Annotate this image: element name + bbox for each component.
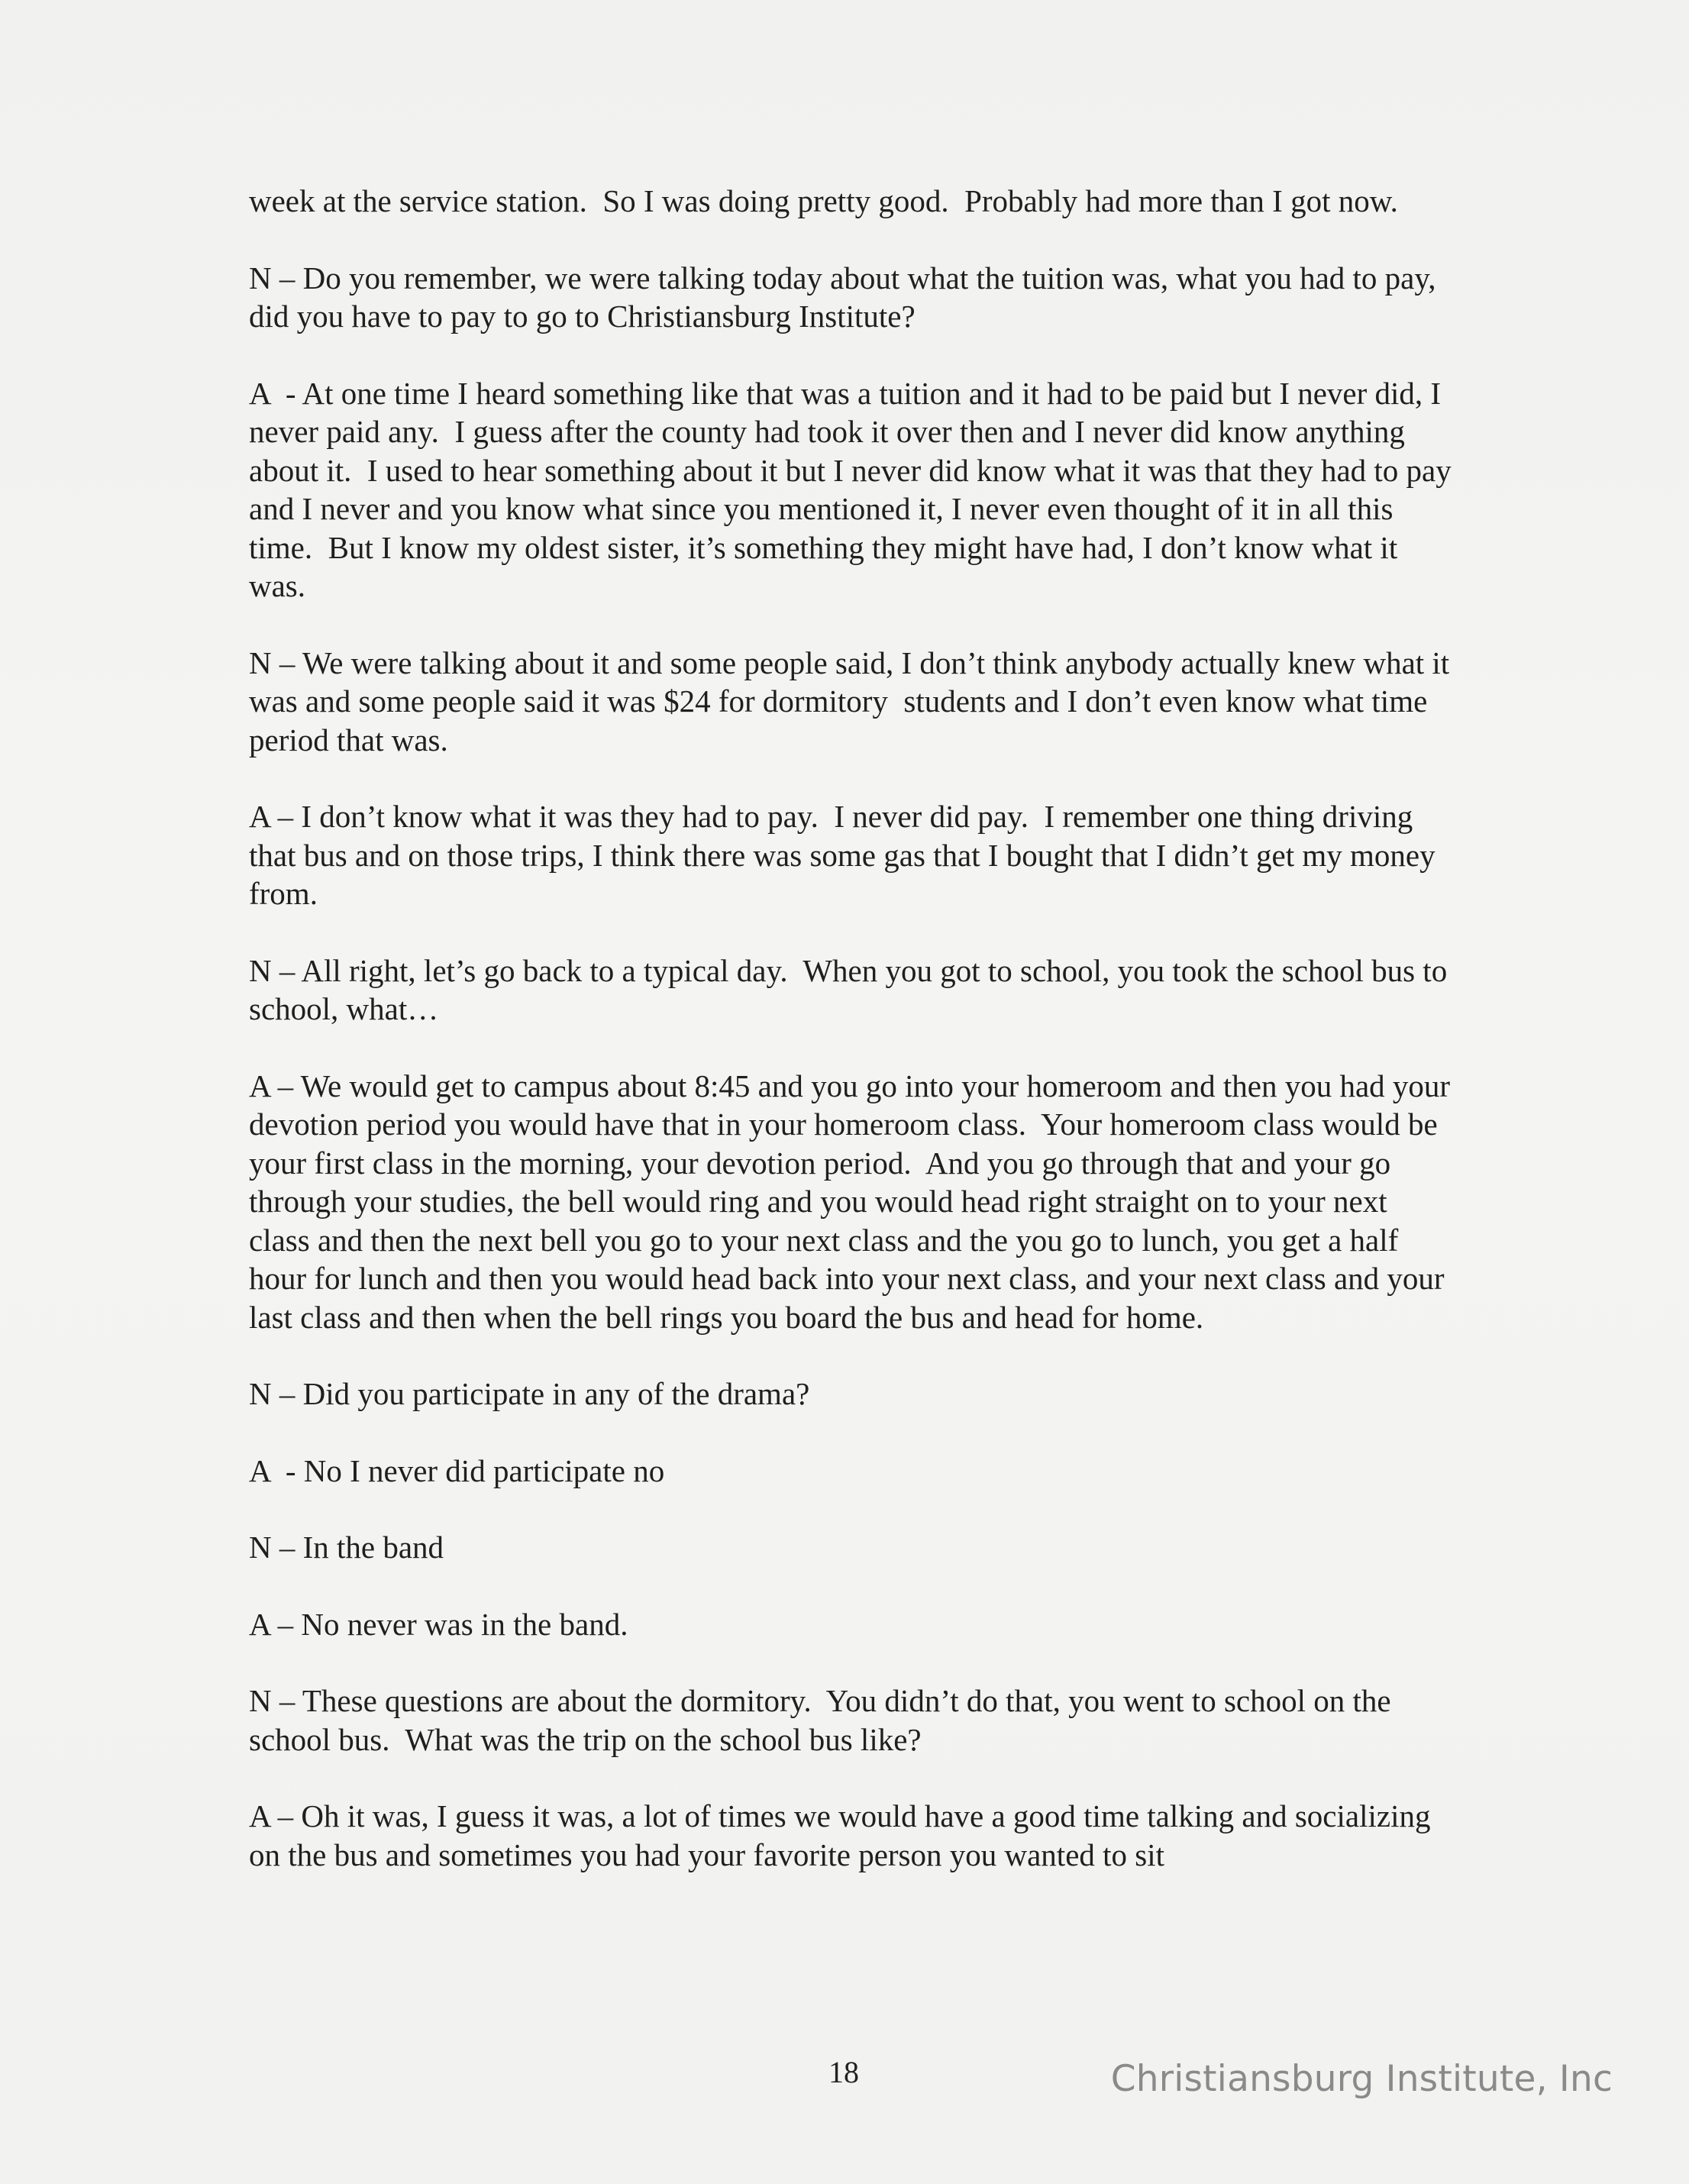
paragraph-continuation: week at the service station. So I was doing pretty good. Probably had more than I got now.: [249, 183, 1398, 218]
paragraph-answer-pay: A – I don’t know what it was they had to pay. I never did pay. I remember one thing driving that bus and on those trips, I think there was some gas that I bought that I didn’t get my money from.: [249, 799, 1443, 911]
paragraph-question-drama: N – Did you participate in any of the drama?: [249, 1376, 810, 1411]
paragraph-answer-tuition: A - At one time I heard something like that was a tuition and it had to be paid but I never did, I never paid any. I guess after the county had took it over then and I never did know anything about it. I used to hear something about it but I never did know what it was that they had to pay and I never and you know what since you mentioned it, I never even thought of it in all this time. But I know my oldest sister, it’s something they might have had, I don’t know what it was.: [249, 375, 1460, 603]
paragraph-answer-typical-day: A – We would get to campus about 8:45 and you go into your homeroom and then you had your devotion period you would have that in your homeroom class. Your homeroom class would be your first class in the morning, your devotion period. And you go through that and your go through your studies, the bell would ring and you would head right straight on to your next class and then the next bell you go to your next class and the you go to lunch, you get a half hour for lunch and then you would head back into your next class, and your next class and your last class and then when the bell rings you board the bus and head for home.: [249, 1068, 1458, 1335]
paragraph-question-band: N – In the band: [249, 1530, 444, 1565]
transcript-body: [249, 182, 1460, 1912]
watermark: Christiansburg Institute, Inc: [1110, 2058, 1613, 2100]
page-number: 18: [828, 2055, 859, 2089]
paragraph-question-dormitory-fee: N – We were talking about it and some people said, I don’t think anybody actually knew what it was and some people said it was $24 for dormitory students and I don’t even know what time period that was.: [249, 645, 1458, 758]
paragraph-question-typical-day: N – All right, let’s go back to a typical day. When you got to school, you took the school bus to school, what…: [249, 952, 1455, 1026]
paragraph-question-bus-trip: N – These questions are about the dormitory. You didn’t do that, you went to school on the school bus. What was the trip on the school bus like?: [249, 1683, 1399, 1757]
paragraph-question-tuition: N – Do you remember, we were talking today about what the tuition was, what you had to pay, did you have to pay to go to Christiansburg Institute?: [249, 260, 1444, 334]
paragraph-answer-drama: A - No I never did participate no: [249, 1452, 665, 1488]
paragraph-answer-band: A – No never was in the band.: [249, 1606, 628, 1642]
paragraph-answer-bus-trip: A – Oh it was, I guess it was, a lot of times we would have a good time talking and socializing on the bus and sometimes you had your favorite person you wanted to sit: [249, 1798, 1439, 1872]
